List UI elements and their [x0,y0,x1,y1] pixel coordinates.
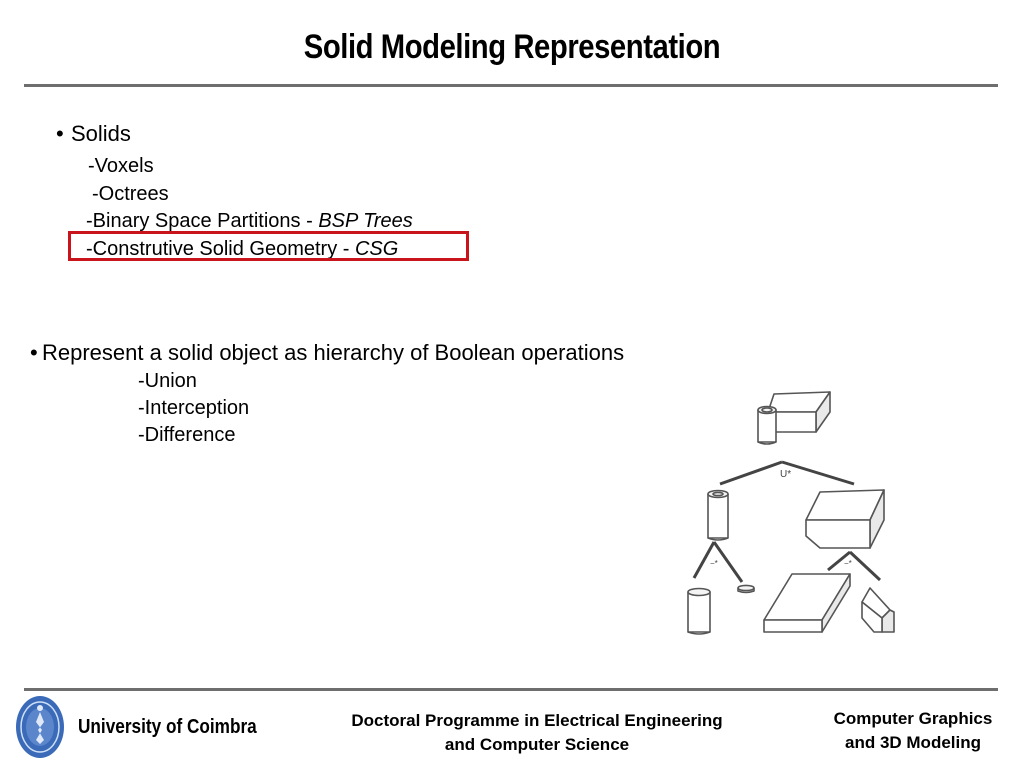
university-seal-logo [14,694,66,760]
course-name [808,707,1018,755]
programme-name [300,709,774,757]
root-solid [758,392,830,444]
cylinder-tall [708,491,728,541]
solids-heading: Solids [71,121,131,146]
solids-bullet: • [56,121,64,146]
course-line-2: and 3D Modeling [845,733,981,752]
csg-tree-diagram [670,380,920,642]
programme-line-2: and Computer Science [444,735,630,754]
right-operator-label: −* [844,559,852,568]
root-operator-label: U* [780,469,792,480]
operation-interception: -Interception [138,397,250,419]
solids-item-octrees: -Octrees [92,183,169,205]
university-name: University of Coimbra [78,716,257,738]
csg-highlight-box [68,231,469,261]
operation-difference: -Difference [138,424,236,446]
slab-leaf [764,574,850,632]
bsp-label: -Binary Space Partitions - [86,210,319,232]
csg-abbrev: CSG [354,238,399,260]
footer-divider [24,688,998,691]
disc-leaf [738,585,754,592]
csg-heading: Represent a solid object as hierarchy of Boolean operations [42,340,625,365]
bsp-abbrev: BSP Trees [318,210,413,232]
course-line-1: Computer Graphics [833,709,993,728]
small-box-leaf [862,588,894,632]
csg-bullet: • [30,340,38,365]
cylinder-leaf [688,589,710,635]
programme-line-1: Doctoral Programme in Electrical Engineering [351,711,723,730]
slide-title: Solid Modeling Representation [303,28,721,66]
left-operator-label: −* [710,559,718,568]
chamfered-block [806,490,884,548]
solids-item-bsp [86,209,413,233]
csg-label: -Construtive Solid Geometry - [86,238,355,260]
solids-item-voxels: -Voxels [88,155,154,177]
operation-union: -Union [138,370,197,392]
title-divider [24,84,998,87]
